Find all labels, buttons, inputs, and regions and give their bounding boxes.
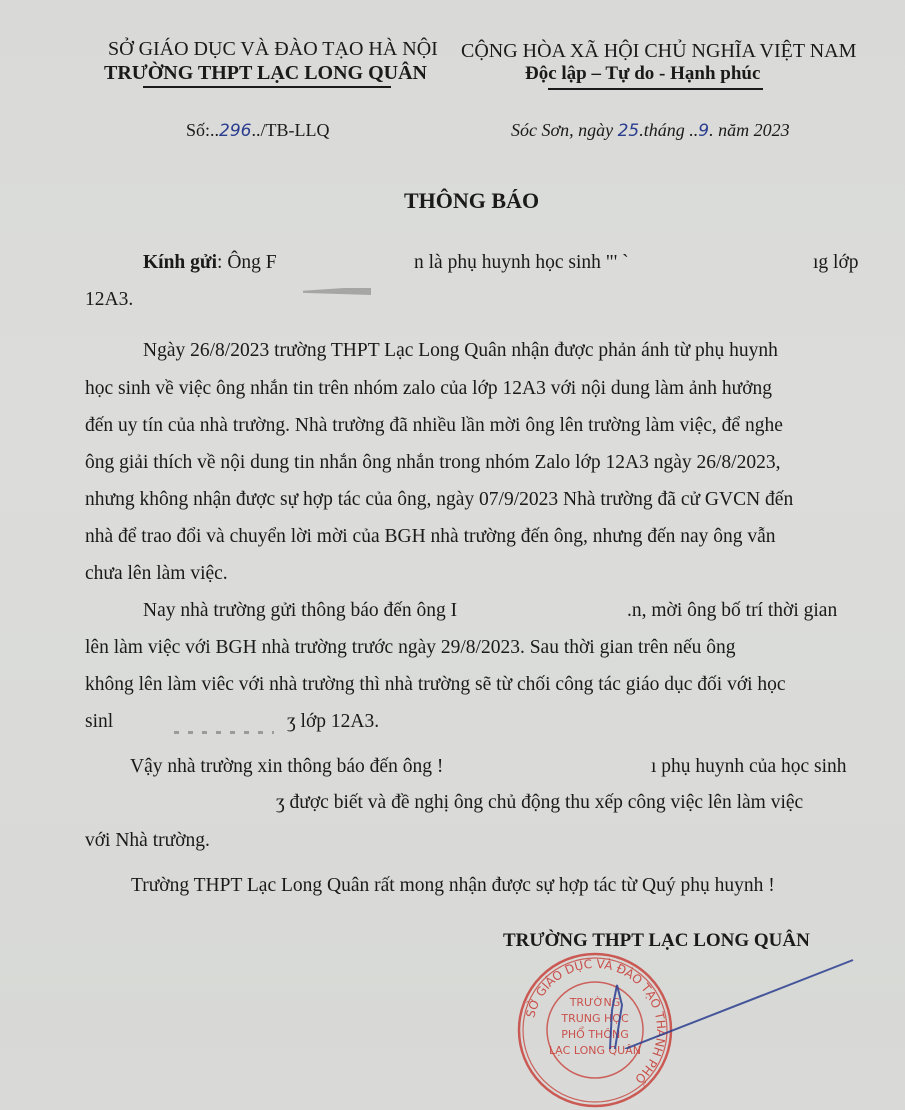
motto-underline	[548, 88, 763, 90]
date-place: Sóc Sơn, ngày	[511, 120, 618, 140]
date-month: 9	[698, 121, 710, 141]
p1-line-2: học sinh về việc ông nhắn tin trên nhóm zalo của lớp 12A3 với nội dung làm ảnh hưởng	[85, 378, 773, 399]
signature-school-name: TRƯỜNG THPT LẠC LONG QUÂN	[503, 930, 810, 951]
school-name-underline	[143, 86, 391, 88]
p3-line-2: ʒ được biết và đề nghị ông chủ động thu xếp công việc lên làm việc	[276, 792, 804, 813]
p2-line-1a: Nay nhà trường gửi thông báo đến ông I	[143, 600, 458, 621]
p2-line-4b: ʒ lớp 12A3.	[287, 711, 380, 732]
document-title: THÔNG BÁO	[404, 188, 540, 213]
p2-line-3: không lên làm viêc với nhà trường thì nhà trường sẽ từ chối công tác giáo dục đối với học	[85, 674, 786, 695]
date-year: . năm 2023	[709, 120, 790, 140]
p2-line-4a: sinl	[85, 711, 114, 732]
p3-line-3: với Nhà trường.	[85, 830, 210, 851]
school-stamp-icon	[515, 950, 675, 1110]
recipient-class: 12A3.	[85, 289, 134, 310]
recipient-line	[143, 252, 277, 274]
number-handwritten: 296	[219, 121, 252, 141]
svg-text:TRƯỜNG: TRƯỜNG	[569, 996, 621, 1009]
document-date	[511, 120, 790, 141]
p1-line-5: nhưng không nhận được sự hợp tác của ông, ngày 07/9/2023 Nhà trường đã cử GVCN đến	[85, 489, 794, 510]
p3-line-1b: ı phụ huynh của học sinh	[651, 756, 847, 777]
redaction-smudge	[303, 288, 371, 295]
svg-text:TRUNG HỌC: TRUNG HỌC	[561, 1012, 629, 1025]
recipient-class-prefix: ıg lớp	[813, 252, 859, 273]
recipient-name-start: : Ông F	[217, 252, 277, 273]
svg-text:LẠC LONG QUÂN: LẠC LONG QUÂN	[549, 1044, 641, 1057]
p3-line-1a: Vậy nhà trường xin thông báo đến ông !	[130, 756, 444, 777]
p2-line-1b: .n, mời ông bố trí thời gian	[627, 600, 838, 621]
recipient-label: Kính gửi	[143, 252, 218, 273]
svg-text:SỞ GIÁO DỤC VÀ ĐÀO TẠO THÀNH P: SỞ GIÁO DỤC VÀ ĐÀO TẠO THÀNH PHỐ	[523, 956, 669, 1087]
recipient-relation: n là phụ huynh học sinh "' `	[414, 252, 629, 273]
p1-line-7: chưa lên làm việc.	[85, 563, 228, 584]
p1-line-6: nhà để trao đổi và chuyển lời mời của BGH nhà trường đến ông, nhưng đến nay ông vẫn	[85, 526, 776, 547]
p1-line-1: Ngày 26/8/2023 trường THPT Lạc Long Quân nhận được phản ánh từ phụ huynh	[143, 340, 778, 361]
p1-line-4: ông giải thích về nội dung tin nhắn ông nhắn trong nhóm Zalo lớp 12A3 ngày 26/8/2023,	[85, 452, 781, 473]
department-name: SỞ GIÁO DỤC VÀ ĐÀO TẠO HÀ NỘI	[108, 38, 438, 60]
national-motto: Độc lập – Tự do - Hạnh phúc	[525, 63, 761, 84]
number-suffix: ../TB-LLQ	[251, 120, 330, 140]
p2-line-2: lên làm việc với BGH nhà trường trước ngày 29/8/2023. Sau thời gian trên nếu ông	[85, 637, 736, 658]
document-number	[186, 120, 329, 141]
redaction-residue	[174, 731, 274, 734]
closing-line: Trường THPT Lạc Long Quân rất mong nhận được sự hợp tác từ Quý phụ huynh !	[131, 875, 775, 896]
number-prefix: Số:..	[186, 120, 220, 140]
svg-text:PHỔ THÔNG: PHỔ THÔNG	[561, 1028, 629, 1041]
date-month-label: .tháng ..	[639, 120, 699, 140]
country-name: CỘNG HÒA XÃ HỘI CHỦ NGHĨA VIỆT NAM	[461, 40, 857, 62]
date-day: 25	[617, 121, 640, 141]
school-name-header: TRƯỜNG THPT LẠC LONG QUÂN	[104, 62, 427, 84]
p1-line-3: đến uy tín của nhà trường. Nhà trường đã nhiều lần mời ông lên trường làm việc, để nghe	[85, 415, 783, 436]
